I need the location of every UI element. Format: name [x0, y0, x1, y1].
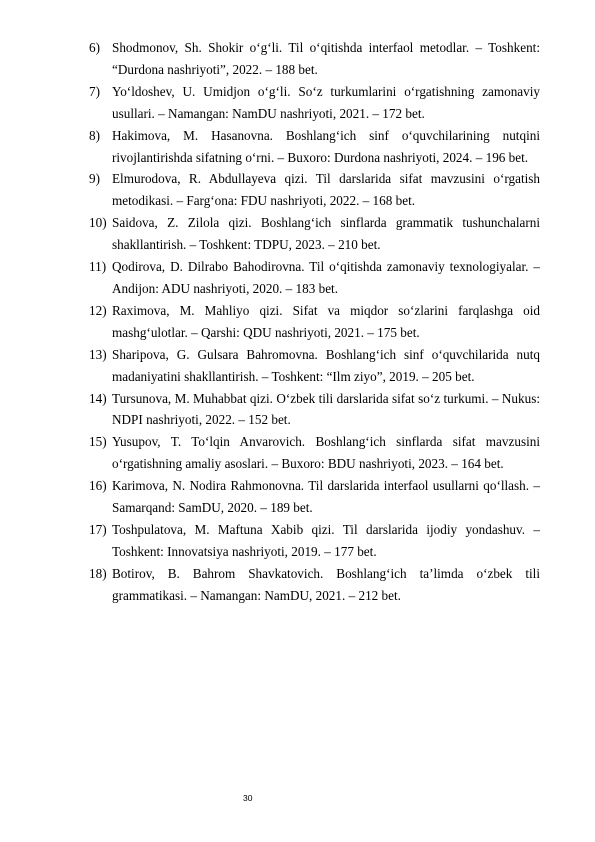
page-number: 30: [243, 793, 253, 803]
reference-number: 6): [89, 40, 100, 55]
reference-number: 18): [89, 565, 107, 581]
reference-text: Hakimova, M. Hasanovna. Boshlang‘ich sinf o‘quvchilarining nutqini rivojlantirishda sifatning o‘rni. – Buxoro: Durdona nashriyoti, 2024. – 196 bet.: [112, 127, 540, 165]
reference-item: [89, 431, 540, 475]
reference-item: [89, 212, 540, 256]
reference-item: [89, 344, 540, 388]
reference-text: Botirov, B. Bahrom Shavkatovich. Boshlang‘ich ta’limda o‘zbek tili grammatikasi. – Namangan: NamDU, 2021. – 212 bet.: [112, 565, 540, 603]
reference-text: Sharipova, G. Gulsara Bahromovna. Boshlang‘ich sinf o‘quvchilarida nutq madaniyatini shakllantirish. – Toshkent: “Ilm ziyo”, 2019. – 205 bet.: [112, 346, 540, 384]
reference-text: Shodmonov, Sh. Shokir o‘g‘li. Til o‘qitishda interfaol metodlar. – Toshkent: “Durdona nashriyoti”, 2022. – 188 bet.: [112, 40, 540, 77]
reference-item: [89, 256, 540, 300]
reference-number: 16): [89, 478, 107, 494]
reference-list: [89, 37, 540, 607]
reference-number: 12): [89, 302, 107, 318]
reference-text: Tursunova, M. Muhabbat qizi. O‘zbek tili darslarida sifat so‘z turkumi. – Nukus: NDPI nashriyoti, 2022. – 152 bet.: [112, 390, 540, 428]
reference-number: 17): [89, 521, 107, 537]
reference-text: Saidova, Z. Zilola qizi. Boshlang‘ich sinflarda grammatik tushunchalarni shakllantirish. – Toshkent: TDPU, 2023. – 210 bet.: [112, 215, 540, 253]
reference-item: [89, 168, 540, 212]
reference-text: Elmurodova, R. Abdullayeva qizi. Til darslarida sifat mavzusini o‘rgatish metodikasi. – Farg‘ona: FDU nashriyoti, 2022. – 168 bet.: [112, 171, 540, 209]
reference-item: [89, 81, 540, 125]
reference-number: 7): [89, 83, 100, 99]
reference-item: [89, 300, 540, 344]
reference-item: [89, 563, 540, 607]
reference-number: 15): [89, 434, 107, 450]
reference-number: 14): [89, 390, 107, 406]
reference-item: [89, 125, 540, 169]
reference-text: Qodirova, D. Dilrabo Bahodirovna. Til o‘qitishda zamonaviy texnologiyalar. – Andijon: ADU nashriyoti, 2020. – 183 bet.: [112, 259, 540, 296]
reference-number: 10): [89, 215, 107, 231]
reference-item: [89, 37, 540, 81]
reference-item: [89, 519, 540, 563]
reference-number: 13): [89, 346, 107, 362]
reference-item: [89, 475, 540, 519]
reference-number: 9): [89, 171, 100, 187]
reference-number: 11): [89, 259, 107, 275]
reference-text: Karimova, N. Nodira Rahmonovna. Til darslarida interfaol usullarni qo‘llash. – Samarqand: SamDU, 2020. – 189 bet.: [112, 478, 540, 516]
reference-text: Yo‘ldoshev, U. Umidjon o‘g‘li. So‘z turkumlarini o‘rgatishning zamonaviy usullari. – Namangan: NamDU nashriyoti, 2021. – 172 bet.: [112, 83, 540, 121]
reference-text: Raximova, M. Mahliyo qizi. Sifat va miqdor so‘zlarini farqlashga oid mashg‘ulotlar. – Qarshi: QDU nashriyoti, 2021. – 175 bet.: [112, 302, 540, 340]
reference-item: [89, 388, 540, 432]
reference-number: 8): [89, 127, 100, 143]
reference-text: Toshpulatova, M. Maftuna Xabib qizi. Til darslarida ijodiy yondashuv. – Toshkent: Innovatsiya nashriyoti, 2019. – 177 bet.: [112, 521, 540, 559]
reference-text: Yusupov, T. To‘lqin Anvarovich. Boshlang‘ich sinflarda sifat mavzusini o‘rgatishning amaliy asoslari. – Buxoro: BDU nashriyoti, 2023. – 164 bet.: [112, 434, 540, 472]
